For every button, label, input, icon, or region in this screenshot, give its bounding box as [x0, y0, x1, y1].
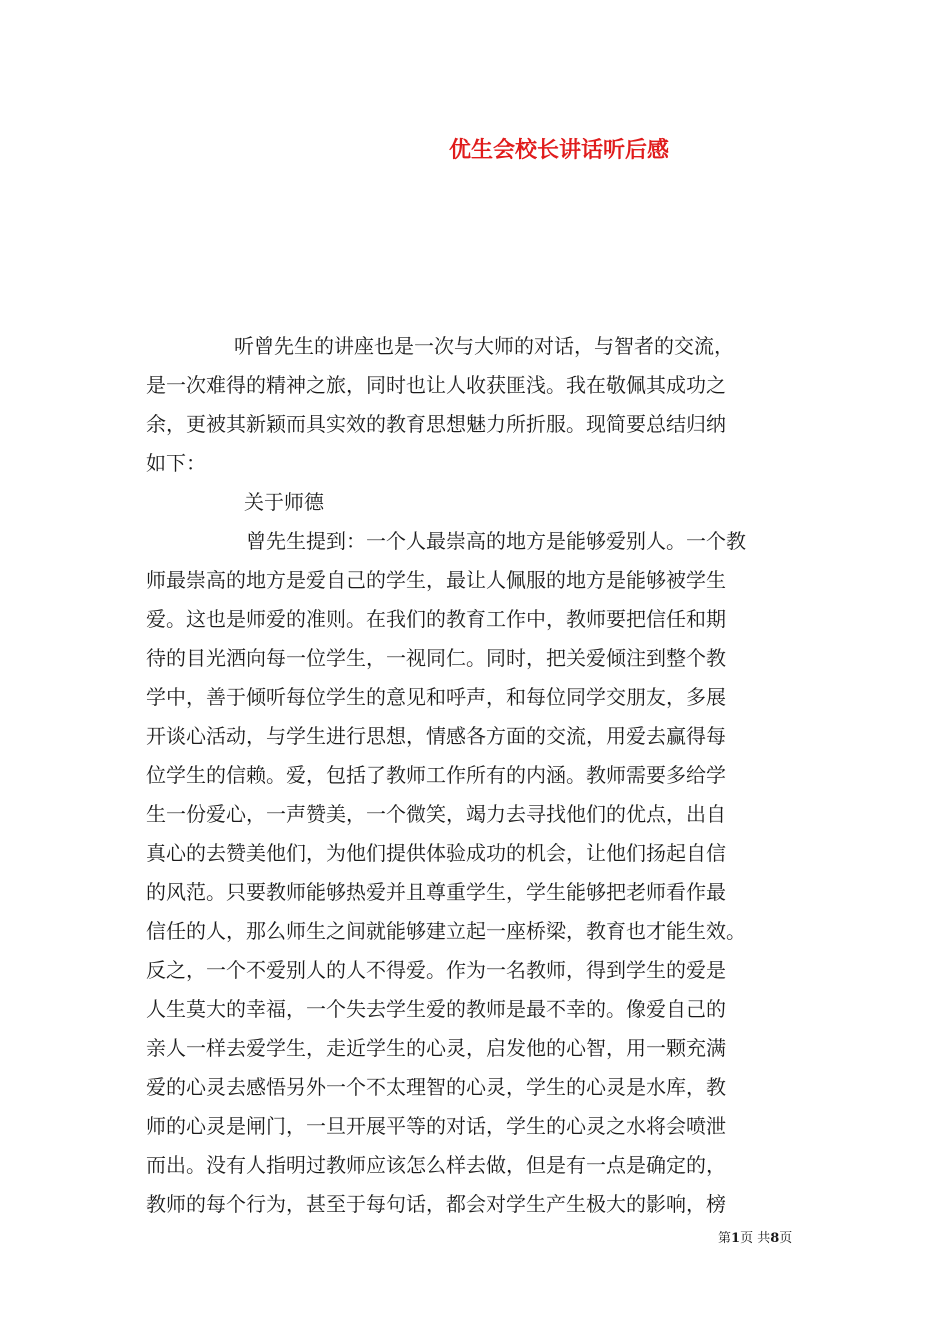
paragraph-line: 师最崇高的地方是爱自己的学生，最让人佩服的地方是能够被学生 [146, 568, 726, 592]
footer-suffix: 页 [779, 1231, 793, 1246]
paragraph-line: 师的心灵是闸门，一旦开展平等的对话，学生的心灵之水将会喷泄 [146, 1114, 726, 1138]
paragraph-line: 余，更被其新颖而具实效的教育思想魅力所折服。现简要总结归纳 [146, 412, 726, 436]
paragraph-line: 待的目光洒向每一位学生，一视同仁。同时，把关爱倾注到整个教 [146, 646, 726, 670]
section-heading: 关于师德 [244, 490, 324, 514]
paragraph-line: 信任的人，那么师生之间就能够建立起一座桥梁，教育也才能生效。 [146, 919, 746, 943]
paragraph-line: 反之，一个不爱别人的人不得爱。作为一名教师，得到学生的爱是 [146, 958, 726, 982]
paragraph-line: 曾先生提到：一个人最崇高的地方是能够爱别人。一个教 [246, 529, 746, 553]
footer-middle: 页 共 [740, 1231, 771, 1246]
paragraph-line: 生一份爱心，一声赞美，一个微笑，竭力去寻找他们的优点，出自 [146, 802, 726, 826]
paragraph-line: 是一次难得的精神之旅，同时也让人收获匪浅。我在敬佩其成功之 [146, 373, 726, 397]
paragraph-line: 的风范。只要教师能够热爱并且尊重学生，学生能够把老师看作最 [146, 880, 726, 904]
paragraph-line: 学中，善于倾听每位学生的意见和呼声，和每位同学交朋友，多展 [146, 685, 726, 709]
paragraph-line: 教师的每个行为，甚至于每句话，都会对学生产生极大的影响，榜 [146, 1192, 726, 1216]
footer-total-pages: 8 [770, 1231, 780, 1246]
paragraph-line: 人生莫大的幸福，一个失去学生爱的教师是最不幸的。像爱自己的 [146, 997, 726, 1021]
paragraph-line: 爱的心灵去感悟另外一个不太理智的心灵，学生的心灵是水库，教 [146, 1075, 726, 1099]
paragraph-line: 如下： [146, 451, 206, 475]
page-footer [718, 1227, 792, 1246]
footer-prefix: 第 [718, 1231, 732, 1246]
paragraph-line: 爱。这也是师爱的准则。在我们的教育工作中，教师要把信任和期 [146, 607, 726, 631]
paragraph-line: 听曾先生的讲座也是一次与大师的对话，与智者的交流， [234, 334, 734, 358]
paragraph-line: 而出。没有人指明过教师应该怎么样去做，但是有一点是确定的， [146, 1153, 726, 1177]
paragraph-line: 开谈心活动，与学生进行思想，情感各方面的交流，用爱去赢得每 [146, 724, 726, 748]
paragraph-line: 亲人一样去爱学生，走近学生的心灵，启发他的心智，用一颗充满 [146, 1036, 726, 1060]
footer-page-number: 1 [731, 1231, 741, 1246]
document-title: 优生会校长讲话听后感 [449, 137, 670, 163]
document-body [146, 327, 826, 1224]
paragraph-line: 真心的去赞美他们，为他们提供体验成功的机会，让他们扬起自信 [146, 841, 726, 865]
paragraph-line: 位学生的信赖。爱，包括了教师工作所有的内涵。教师需要多给学 [146, 763, 726, 787]
